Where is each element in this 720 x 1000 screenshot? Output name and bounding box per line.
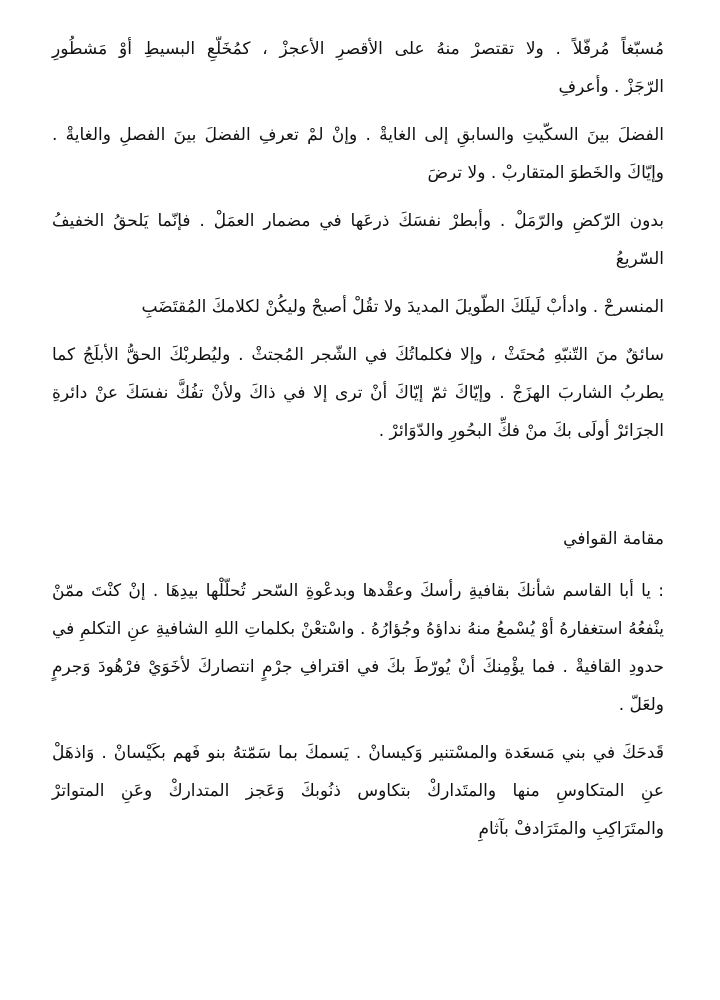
paragraph [52,572,664,724]
text-line: الجرَائرْ أولَى بكَ منْ فكِّ البحُورِ والدّوَائرْ . [378,421,664,441]
text-line: ولعَلّ . [618,695,664,715]
text-line: : يا أبا القاسم شأنكَ بقافيةِ رأسكَ وعقْدها وبدعْوةِ السّحر تُحلّلْها بيدِهَا . إنْ كنْتَ ممّنْ [52,581,664,601]
paragraph [52,30,664,106]
text-line: والمتَرَاكِبِ والمتَرَادفْ بآثامِ [478,819,664,839]
text-line: قَدحَكَ في بني مَسعَدة والمسْتنير وَكيسانْ . يَسمكَ بما سَمّتهُ بنو فَهم بكَيْسانْ . وَاذهَلْ [52,743,664,763]
text-line: ينْفعُهُ استغفارهُ أوْ يُسْمعُ منهُ نداؤهُ وجُؤارُهُ . واسْتعْنْ بكلماتِ اللهِ الشافيةِ عنِ التكلمِ في [52,619,664,639]
text-line: يطربُ الشاربَ الهزَجْ . وإيّاكَ ثمّ إيّاكَ أنْ ترى إلا في ذاكَ ولأنْ تفُكَّ نفسَكَ عنْ دائرةِ [52,383,664,403]
paragraph [52,116,664,192]
text-line: سائقٌ منَ التّنبّهِ مُحتَثْ ، وإلا فكلماتُكَ في الشّجر المُجتثْ . وليُطربْكَ الحقُّ الأبلَجُ كما [52,345,664,365]
text-line: وإيّاكَ والخَطوَ المتقاربْ . ولا ترضَ [427,163,664,183]
text-line: بدون الرّكضِ والرّمَلْ . وأبطرْ نفسَكَ ذرعَها في مضمار العمَلْ . فإنّما يَلحقُ الخفيفُ [52,211,664,231]
text-line: حدودِ القافيةْ . فما يؤْمِنكَ أنْ يُورّطَ بكَ في اقترافِ جرْمٍ انتصاركَ لأخَوَيْ فرْهُودَ وَجرمٍ [52,657,664,677]
paragraph [52,336,664,450]
text-line: الرّجَزْ . وأعرفِ [558,77,664,97]
text-line: السّريعُ [615,249,664,269]
paragraph [52,734,664,848]
paragraph [52,288,664,326]
paragraph [52,202,664,278]
text-line: مُسبّغاً مُرفّلاً . ولا تقتصرْ منهُ على الأقصرِ الأعجزْ ، كمُخَلّعِ البسيطِ أوْ مَشطُورِ [52,39,664,59]
text-line: الفضلَ بينَ السكّيتِ والسابقِ إلى الغايةْ . وإنْ لمْ تعرفِ الفضلَ بينَ الفصلِ والغايةْ . [52,125,664,145]
text-line: عنِ المتكاوسِ منها والمتَداركْ بتكاوس ذنُوبكَ وَعَجز المتداركْ وعَنِ المتواترْ [52,781,664,801]
section-title: مقامة القوافي [563,529,664,549]
text-line: المنسرحْ . وادأبْ لَيلَكَ الطّويلَ المديدَ ولا تقُلْ أصبحْ وليكُنْ لكلامكَ المُقتَضَبِ [141,297,664,317]
